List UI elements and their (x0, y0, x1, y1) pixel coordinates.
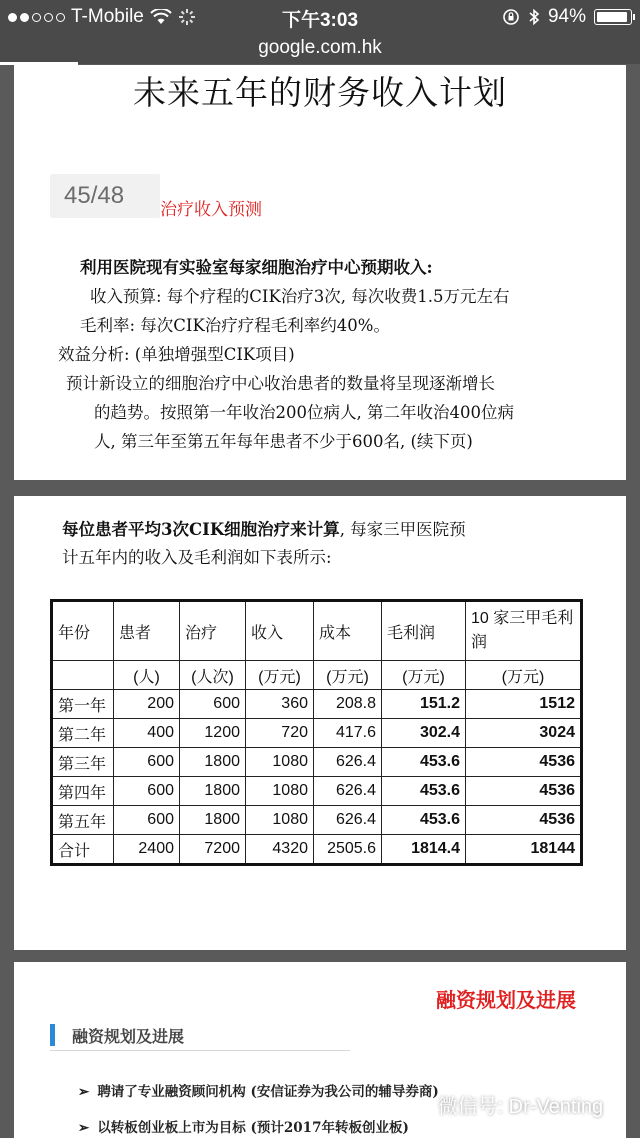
table-cell: 453.6 (382, 777, 466, 806)
section-accent-bar (50, 1024, 55, 1046)
bullet-item (78, 1080, 439, 1100)
table-cell: 1080 (246, 777, 314, 806)
table-cell: 200 (114, 690, 180, 719)
battery-icon (594, 9, 632, 25)
status-time: 下午3:03 (281, 10, 359, 31)
table-cell: 600 (114, 748, 180, 777)
intro-line2: 计五年内的收入及毛利润如下表所示: (62, 548, 332, 567)
carrier-label: T-Mobile (71, 6, 144, 27)
slide-title: 未来五年的财务收入计划 (133, 73, 507, 112)
unit-cell: (人) (114, 661, 180, 690)
table-cell: 1080 (246, 748, 314, 777)
table-cell: 1800 (180, 777, 246, 806)
table-cell: 1814.4 (382, 835, 466, 865)
table-intro (62, 516, 622, 572)
page-counter: 45/48 (50, 174, 160, 218)
table-cell: 4536 (466, 777, 582, 806)
table-cell: 453.6 (382, 806, 466, 835)
text-line: 利用医院现有实验室每家细胞治疗中心预期收入: (80, 258, 433, 277)
table-cell: 第二年 (52, 719, 114, 748)
unit-cell: (万元) (382, 661, 466, 690)
unit-cell: (万元) (246, 661, 314, 690)
text-line: 收入预算: 每个疗程的CIK治疗3次, 每次收费1.5万元左右 (90, 287, 510, 306)
table-row (52, 806, 582, 835)
slide-revenue-table (14, 496, 626, 950)
table-cell: 3024 (466, 719, 582, 748)
table-cell: 4536 (466, 806, 582, 835)
wechat-icon (410, 1098, 432, 1116)
unit-cell: (人次) (180, 661, 246, 690)
table-cell: 360 (246, 690, 314, 719)
intro-rest: , 每家三甲医院预 (339, 520, 466, 539)
table-cell: 600 (114, 777, 180, 806)
table-cell: 302.4 (382, 719, 466, 748)
intro-bold: 每位患者平均3次CIK细胞治疗来计算 (62, 520, 340, 539)
table-row (52, 719, 582, 748)
table-row (52, 690, 582, 719)
slide-heading: 融资规划及进展 (436, 988, 576, 1012)
table-cell: 第五年 (52, 806, 114, 835)
url-bar[interactable]: google.com.hk (0, 34, 640, 64)
header-cell: 治疗 (180, 601, 246, 661)
arrow-bullet-icon: ➢ (78, 1120, 90, 1136)
bluetooth-icon (528, 8, 540, 26)
table-cell: 第三年 (52, 748, 114, 777)
bullet-item (78, 1116, 409, 1136)
text-line: 的趋势。按照第一年收治200位病人, 第二年收治400位病 (94, 403, 514, 422)
revenue-table (50, 599, 583, 866)
text-line: 毛利率: 每次CIK治疗疗程毛利率约40%。 (80, 316, 390, 335)
header-cell: 收入 (246, 601, 314, 661)
table-cell: 第一年 (52, 690, 114, 719)
table-header-row (52, 601, 582, 661)
section-header (50, 1022, 350, 1051)
table-cell: 2505.6 (314, 835, 382, 865)
table-cell: 400 (114, 719, 180, 748)
table-cell: 600 (180, 690, 246, 719)
slide-body (56, 253, 616, 456)
wechat-watermark (410, 1090, 603, 1119)
table-cell: 1512 (466, 690, 582, 719)
table-cell: 720 (246, 719, 314, 748)
status-bar (0, 0, 640, 34)
table-cell: 626.4 (314, 777, 382, 806)
section-label: 融资规划及进展 (72, 1027, 185, 1046)
table-cell: 1080 (246, 806, 314, 835)
slide-subtitle: 治疗收入预测 (160, 200, 262, 220)
table-cell: 合计 (52, 835, 114, 865)
unit-cell: (万元) (314, 661, 382, 690)
table-cell: 1200 (180, 719, 246, 748)
table-cell: 1800 (180, 806, 246, 835)
table-cell: 7200 (180, 835, 246, 865)
arrow-bullet-icon: ➢ (78, 1084, 90, 1100)
header-cell: 成本 (314, 601, 382, 661)
unit-cell: (万元) (466, 661, 582, 690)
table-cell: 208.8 (314, 690, 382, 719)
table-cell: 2400 (114, 835, 180, 865)
table-cell: 1800 (180, 748, 246, 777)
status-right (502, 6, 632, 28)
bullet-text: 以转板创业板上市为目标 (预计2017年转板创业板) (97, 1120, 409, 1136)
table-total-row (52, 835, 582, 865)
text-line: 预计新设立的细胞治疗中心收治患者的数量将呈现逐渐增长 (66, 374, 495, 393)
unit-cell (52, 661, 114, 690)
table-cell: 4320 (246, 835, 314, 865)
table-cell: 626.4 (314, 806, 382, 835)
bullet-text: 聘请了专业融资顾问机构 (安信证券为我公司的辅导券商) (97, 1084, 439, 1100)
table-cell: 453.6 (382, 748, 466, 777)
text-line: 效益分析: (单独增强型CIK项目) (58, 345, 295, 364)
battery-percent: 94% (547, 6, 586, 27)
table-cell: 417.6 (314, 719, 382, 748)
table-unit-row (52, 661, 582, 690)
header-cell: 10 家三甲毛利润 (466, 601, 582, 661)
slide-revenue-plan (14, 65, 626, 480)
header-cell: 患者 (114, 601, 180, 661)
table-cell: 626.4 (314, 748, 382, 777)
table-cell: 4536 (466, 748, 582, 777)
table-row (52, 748, 582, 777)
table-cell: 18144 (466, 835, 582, 865)
watermark-text: 微信号: Dr-Venting (437, 1096, 604, 1118)
rotation-lock-icon (502, 8, 520, 26)
table-cell: 第四年 (52, 777, 114, 806)
table-cell: 600 (114, 806, 180, 835)
table-row (52, 777, 582, 806)
header-cell: 年份 (52, 601, 114, 661)
text-line: 人, 第三年至第五年每年患者不少于600名, (续下页) (94, 432, 473, 451)
table-cell: 151.2 (382, 690, 466, 719)
header-cell: 毛利润 (382, 601, 466, 661)
